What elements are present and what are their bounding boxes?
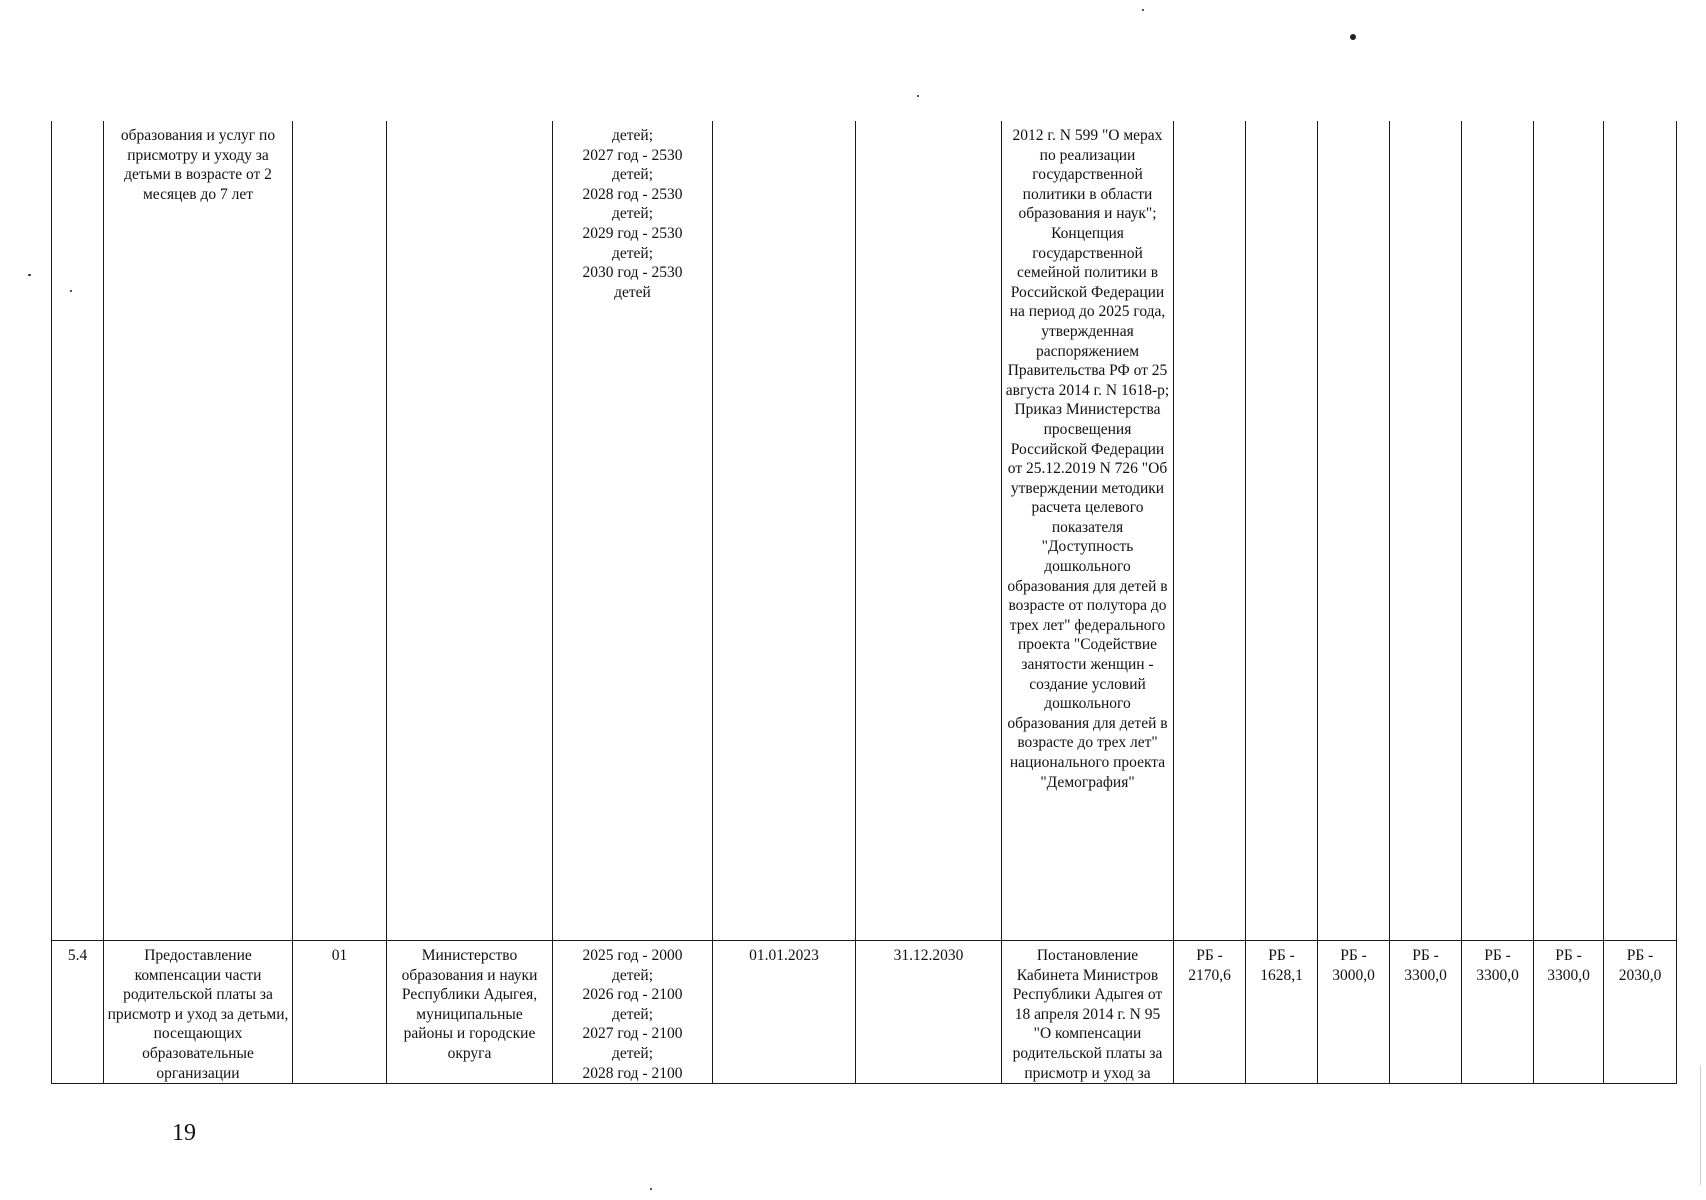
scan-speck: [28, 274, 31, 276]
cell-funding: РБ - 3300,0: [1534, 941, 1604, 1084]
program-measures-table: [51, 121, 1677, 1084]
cell-code: [293, 121, 387, 941]
table-row: [52, 121, 1677, 941]
cell-start-date: [713, 121, 856, 941]
cell-legal-basis: 2012 г. N 599 "О мерах по реализации государственной политики в области образования и наук"; Концепция государственной семейной политики в Российской Федерации на период до 2025 года, утвержденная распоряжением Правительства РФ от 25 августа 2014 г. N 1618-р; Приказ Министерства просвещения Российской Федерации от 25.12.2019 N 726 "Об утверждении методики расчета целевого показателя "Доступность дошкольного образования для детей в возрасте от полутора до трех лет" федерального проекта "Содействие занятости женщин - создание условий дошкольного образования для детей в возрасте до трех лет" национального проекта "Демография": [1002, 121, 1174, 941]
scan-edge-line: [1700, 1065, 1701, 1185]
cell-number: 5.4: [52, 941, 104, 1084]
cell-end-date: 31.12.2030: [856, 941, 1002, 1084]
cell-measure-name: образования и услуг по присмотру и уходу за детьми в возрасте от 2 месяцев до 7 лет: [104, 121, 293, 941]
page-number: 19: [172, 1120, 196, 1146]
scan-speck: [650, 1188, 652, 1190]
cell-start-date: 01.01.2023: [713, 941, 856, 1084]
cell-funding: РБ - 3300,0: [1462, 941, 1534, 1084]
cell-funding: РБ - 3300,0: [1390, 941, 1462, 1084]
cell-funding: [1462, 121, 1534, 941]
cell-code: 01: [293, 941, 387, 1084]
scan-speck: [1350, 34, 1356, 40]
cell-end-date: [856, 121, 1002, 941]
cell-funding: [1604, 121, 1677, 941]
cell-funding: [1246, 121, 1318, 941]
cell-funding: [1534, 121, 1604, 941]
table-row: [52, 941, 1677, 1084]
cell-funding: [1390, 121, 1462, 941]
cell-funding: РБ - 1628,1: [1246, 941, 1318, 1084]
cell-indicator: детей; 2027 год - 2530 детей; 2028 год - 2530 детей; 2029 год - 2530 детей; 2030 год - 2530 детей: [553, 121, 713, 941]
scan-speck: [917, 95, 919, 97]
cell-funding: РБ - 2030,0: [1604, 941, 1677, 1084]
scan-speck: [1142, 9, 1144, 11]
cell-executor: Министерство образования и науки Республики Адыгея, муниципальные районы и городские округа: [387, 941, 553, 1084]
cell-funding: [1318, 121, 1390, 941]
cell-legal-basis: Постановление Кабинета Министров Республики Адыгея от 18 апреля 2014 г. N 95 "О компенсации родительской платы за присмотр и уход за: [1002, 941, 1174, 1084]
cell-funding: [1174, 121, 1246, 941]
cell-executor: [387, 121, 553, 941]
cell-funding: РБ - 3000,0: [1318, 941, 1390, 1084]
cell-number: [52, 121, 104, 941]
cell-funding: РБ - 2170,6: [1174, 941, 1246, 1084]
cell-indicator: 2025 год - 2000 детей; 2026 год - 2100 детей; 2027 год - 2100 детей; 2028 год - 2100: [553, 941, 713, 1084]
cell-measure-name: Предоставление компенсации части родительской платы за присмотр и уход за детьми, посещающих образовательные организации: [104, 941, 293, 1084]
